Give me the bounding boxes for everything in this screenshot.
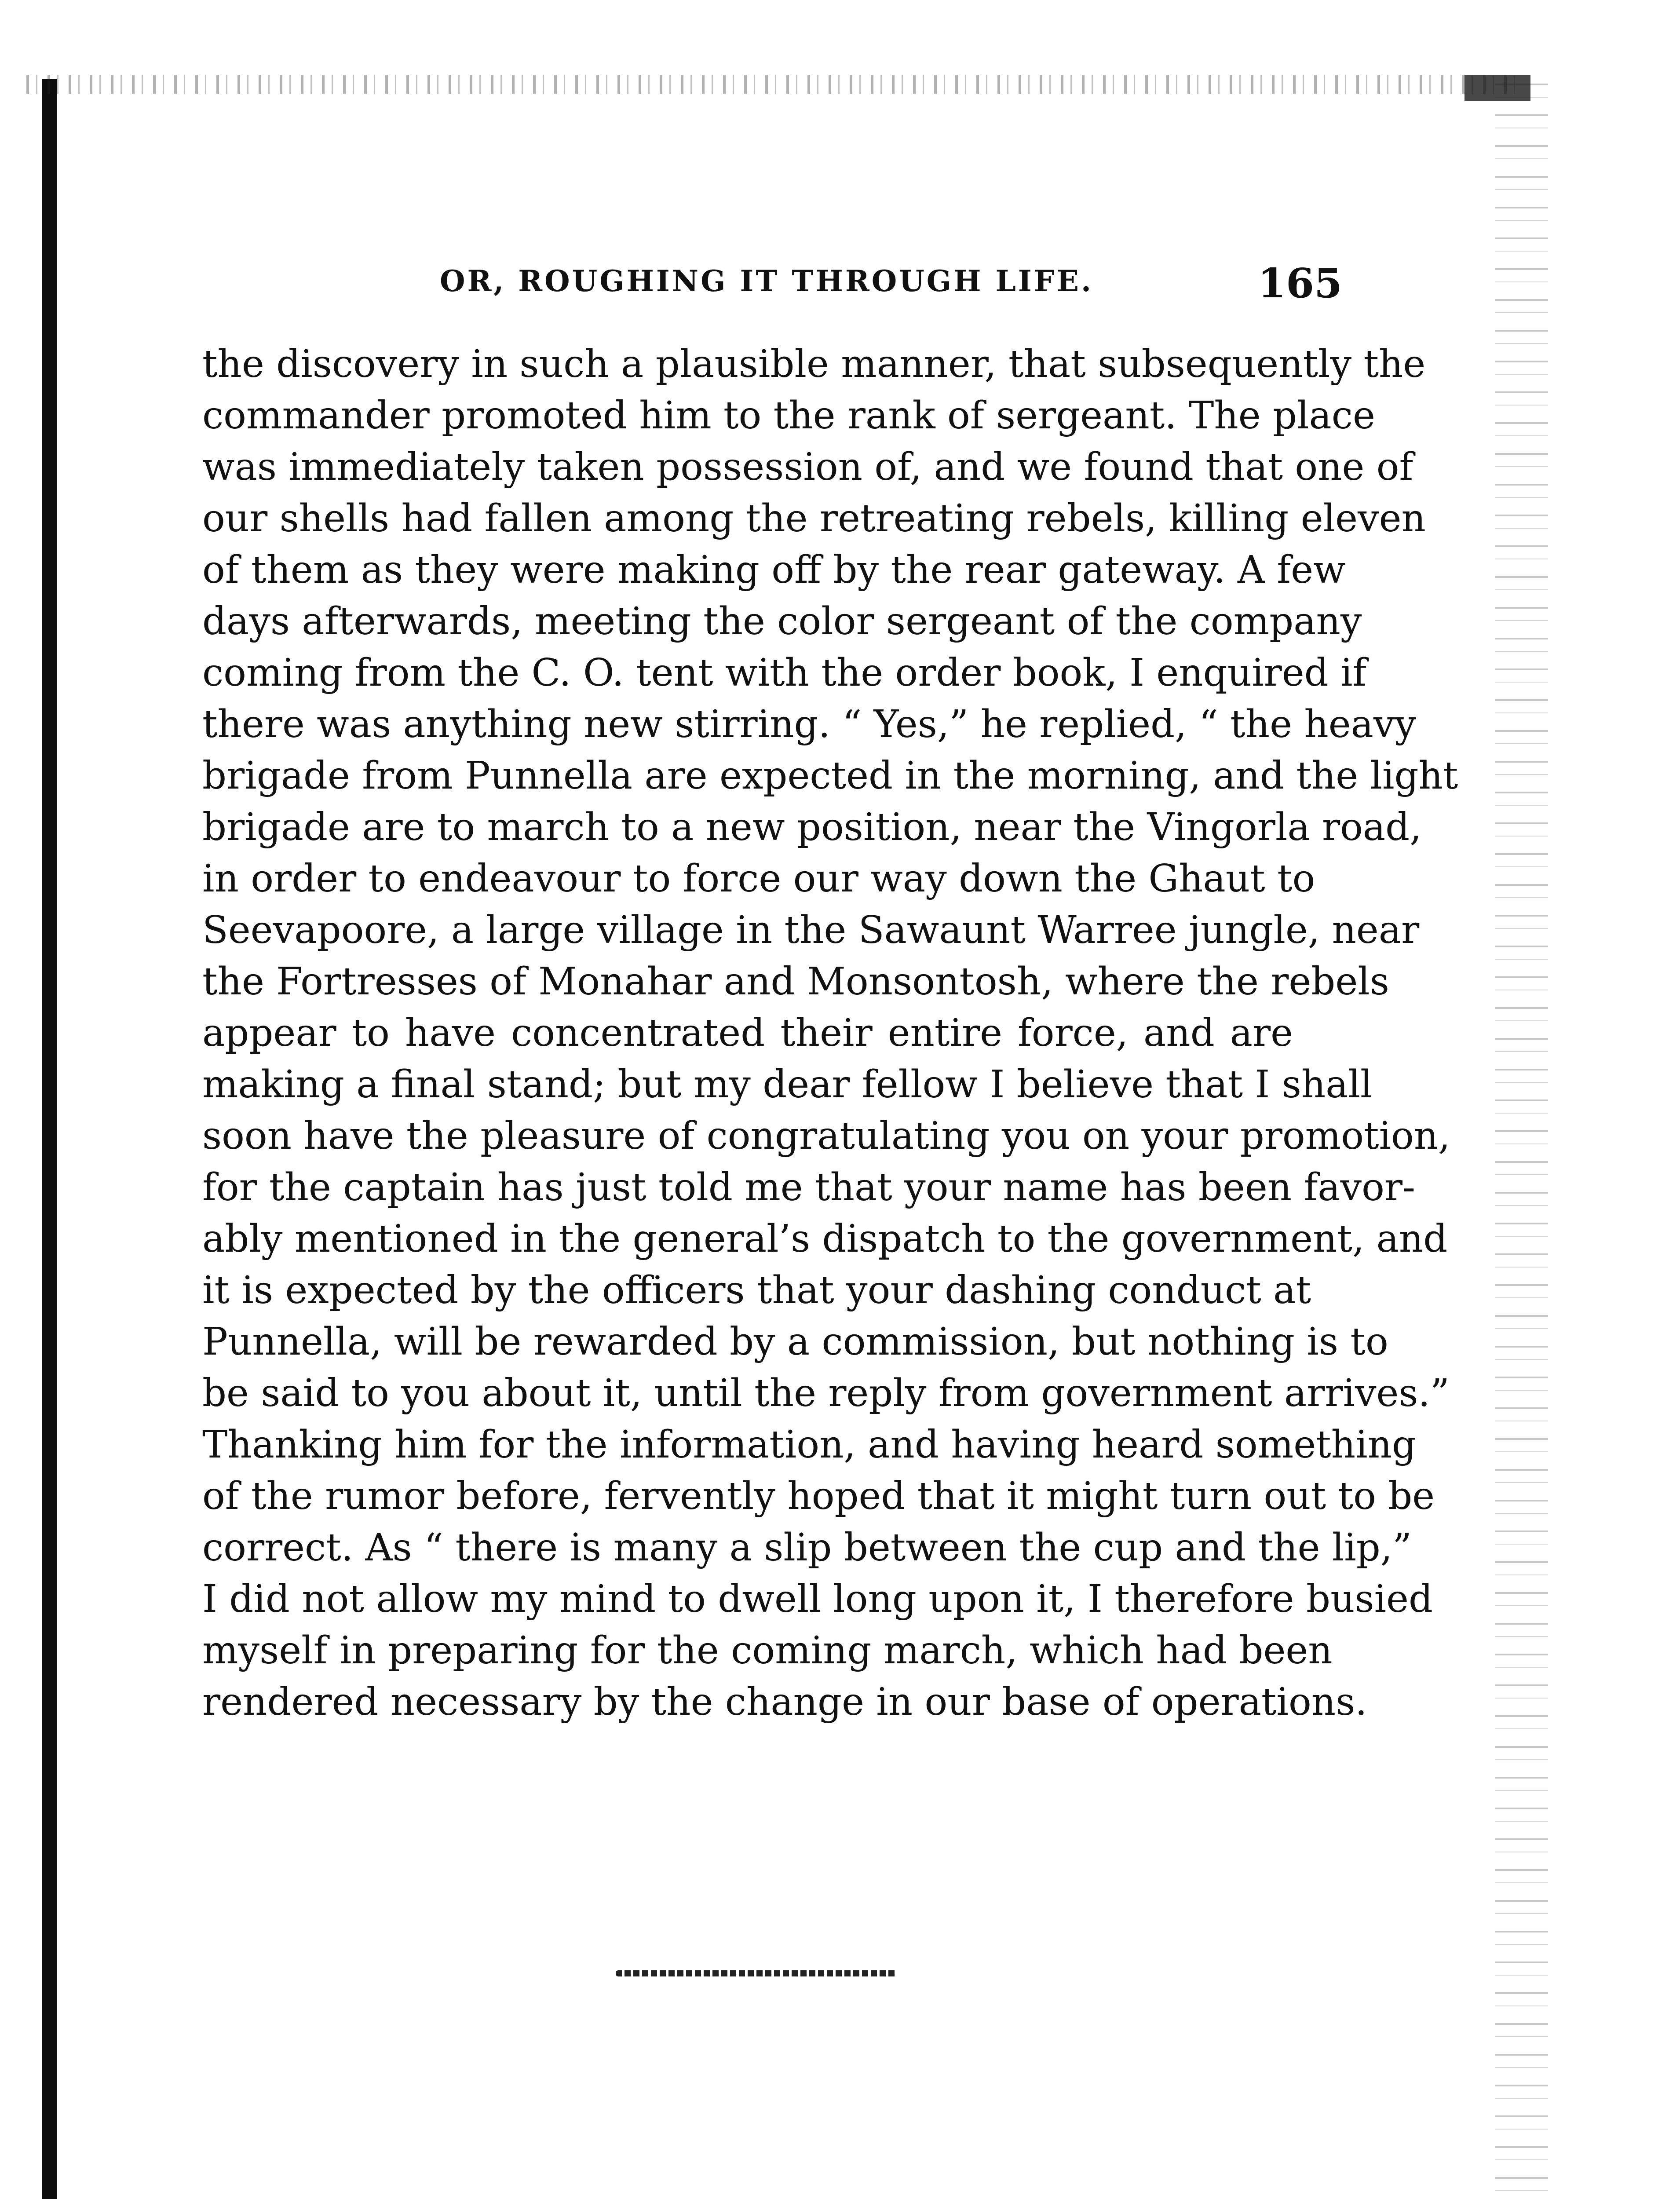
text-line: of the rumor before, fervently hoped that it might turn out to be — [202, 1474, 1435, 1518]
text-line: our shells had fallen among the retreating rebels, killing eleven — [202, 497, 1426, 541]
text-line: for the captain has just told me that your name has been favor- — [202, 1165, 1416, 1209]
text-line: brigade are to march to a new position, near the Vingorla road, — [202, 805, 1422, 849]
text-line: the discovery in such a plausible manner, that subsequently the — [202, 342, 1426, 386]
text-line: I did not allow my mind to dwell long upon it, I therefore busied — [202, 1577, 1433, 1621]
text-line: soon have the pleasure of congratulating you on your promotion, — [202, 1114, 1450, 1158]
running-head: OR, ROUGHING IT THROUGH LIFE. — [440, 264, 1093, 298]
text-line: there was anything new stirring. “ Yes,” he replied, “ the heavy — [202, 702, 1417, 746]
text-line: myself in preparing for the coming march, which had been — [202, 1629, 1333, 1673]
text-line: brigade from Punnella are expected in the morning, and the light — [202, 754, 1458, 798]
text-line: coming from the C. O. tent with the order book, I enquired if — [202, 651, 1367, 695]
text-line: the Fortresses of Monahar and Monsontosh, where the rebels — [202, 960, 1389, 1004]
chapter-end-ornament — [616, 1970, 897, 1976]
text-line: Seevapoore, a large village in the Sawaunt Warree jungle, near — [202, 908, 1420, 952]
text-line: correct. As “ there is many a slip between the cup and the lip,” — [202, 1526, 1412, 1570]
scan-noise-top — [26, 75, 1522, 94]
text-line: of them as they were making off by the rear gateway. A few — [202, 548, 1346, 592]
text-line: ably mentioned in the general’s dispatch to the government, and — [202, 1217, 1448, 1261]
text-line: was immediately taken possession of, and we found that one of — [202, 445, 1413, 489]
text-line: Punnella, will be rewarded by a commission, but nothing is to — [202, 1320, 1388, 1364]
text-line: making a final stand; but my dear fellow I believe that I shall — [202, 1063, 1373, 1107]
text-line: rendered necessary by the change in our base of operations. — [202, 1680, 1367, 1724]
page-number: 165 — [1258, 259, 1343, 307]
text-line: be said to you about it, until the reply from government arrives.” — [202, 1371, 1450, 1415]
scan-corner-top-right — [1465, 75, 1530, 101]
body-text — [202, 339, 1458, 1728]
text-line: it is expected by the officers that your dashing conduct at — [202, 1268, 1311, 1312]
text-line: Thanking him for the information, and having heard something — [202, 1423, 1417, 1467]
text-line: commander promoted him to the rank of sergeant. The place — [202, 394, 1375, 438]
text-line: days afterwards, meeting the color sergeant of the company — [202, 599, 1362, 643]
binding-shadow — [42, 79, 57, 2199]
scan-noise-right — [1495, 84, 1548, 2199]
text-line: appear to have concentrated their entire force, and are — [202, 1011, 1293, 1055]
text-line: in order to endeavour to force our way down the Ghaut to — [202, 857, 1315, 901]
